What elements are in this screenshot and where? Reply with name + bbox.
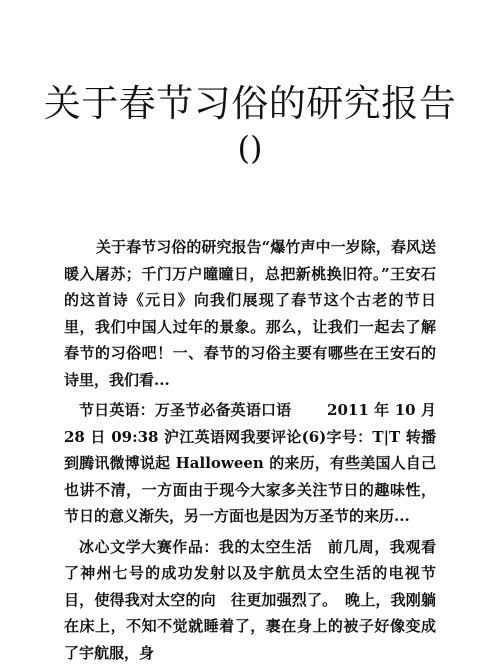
paragraph-space-life: 冰心文学大赛作品：我的太空生活 前几周，我观看了神州七号的成功发射以及宇航员太空生活的电视节目，使得我对太空的向 往更加强烈了。 晚上，我刚躺在床上，不知不觉就睡着了，裹在身上的被子好像变成了宇航服，身 xyxy=(64,537,436,662)
document-title-block xyxy=(0,82,500,168)
paragraph-halloween: 节日英语：万圣节必备英语口语 2011 年 10 月 28 日 09:38 沪江英语网我要评论(6)字号：T|T 转播到腾讯微博说起 Halloween 的来历，有些美国人自己也讲不清，一方面由于现今大家多关注节日的趣味性，节日的意义渐失，另一方面也是因为万圣节的来历... xyxy=(64,401,436,525)
paragraph-spring-festival: 关于春节习俗的研究报告“爆竹声中一岁除，春风送暖入屠苏；千门万户曈曈日，总把新桃换旧符。”王安石的这首诗《元日》向我们展现了春节这个古老的节日里，我们中国人过年的景象。那么，让我们一起去了解春节的习俗吧！一、春节的习俗主要有哪些在王安石的诗里，我们看... xyxy=(64,238,436,389)
document-body xyxy=(64,234,436,670)
document-title: 关于春节习俗的研究报告 xyxy=(43,82,457,125)
document-title-paren: () xyxy=(237,129,263,167)
